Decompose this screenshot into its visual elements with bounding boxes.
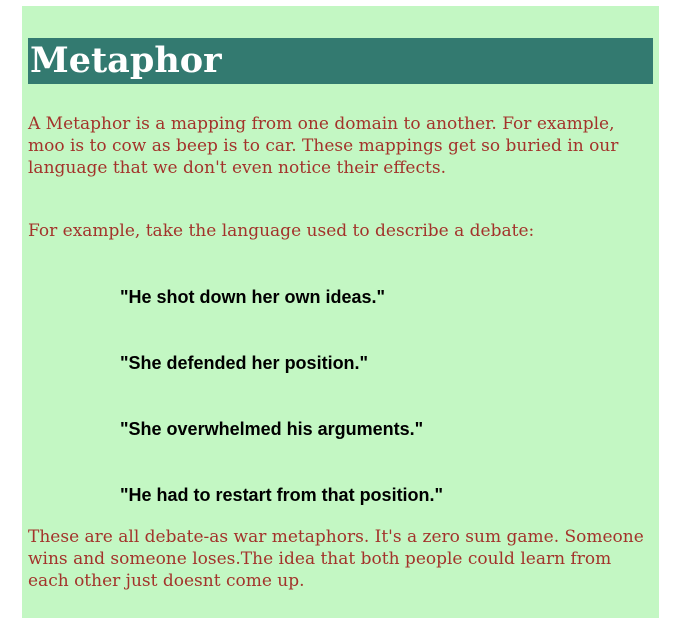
quote-item: "She defended her position." bbox=[120, 353, 369, 373]
conclusion-paragraph: These are all debate-as war metaphors. It's a zero sum game. Someone wins and someone loses.The idea that both people could learn from each other just doesnt come up. bbox=[28, 527, 644, 591]
quote-item: "He shot down her own ideas." bbox=[120, 287, 386, 307]
quote-item: "She overwhelmed his arguments." bbox=[120, 419, 424, 439]
intro-paragraph: A Metaphor is a mapping from one domain to another. For example, moo is to cow as beep is to car. These mappings get so buried in our language that we don't even notice their effects. bbox=[28, 114, 619, 178]
title-bar bbox=[28, 38, 653, 84]
page-title: Metaphor bbox=[30, 40, 222, 81]
example-paragraph: For example, take the language used to describe a debate: bbox=[28, 221, 535, 241]
content-panel bbox=[22, 6, 659, 618]
quote-item: "He had to restart from that position." bbox=[120, 485, 444, 505]
